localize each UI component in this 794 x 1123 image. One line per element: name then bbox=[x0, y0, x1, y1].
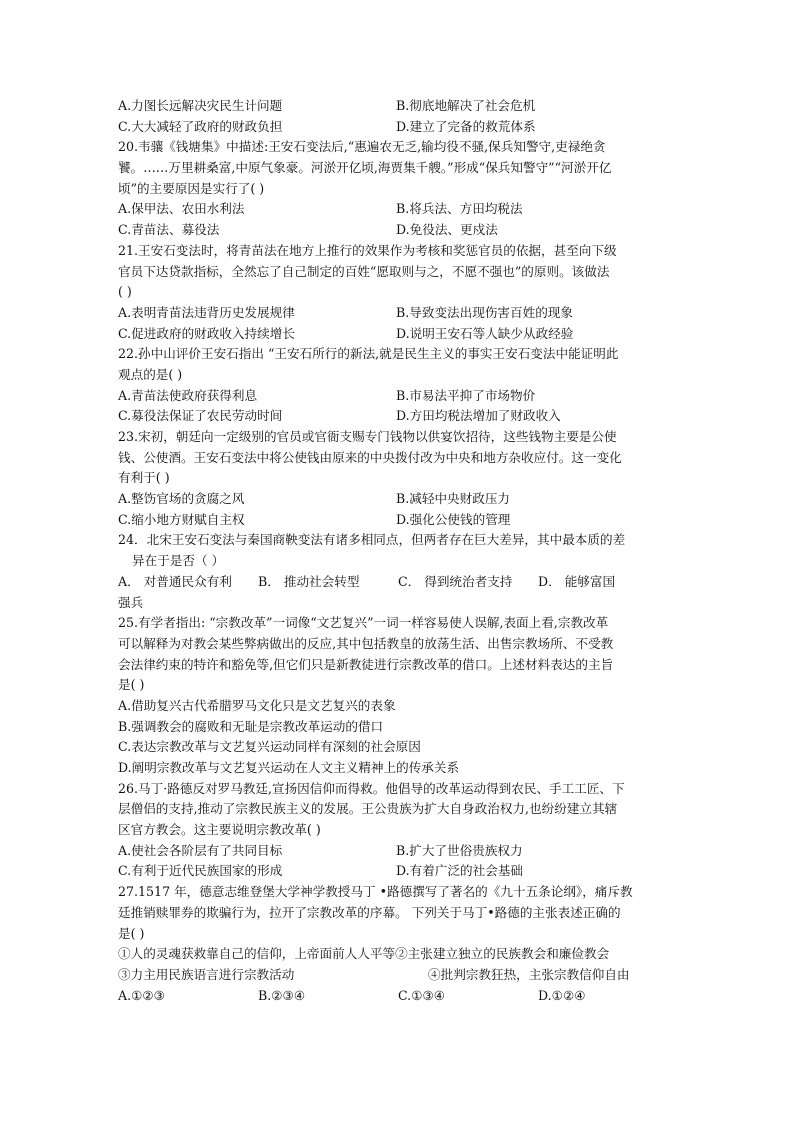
q25-stem-line: 可以解释为对教会某些弊病做出的反应,其中包括教皇的放荡生活、出售宗教场所、不受教 bbox=[118, 635, 614, 651]
q20-stem-line: 顷”的主要原因是实行了( ) bbox=[118, 180, 265, 196]
q21-option-c: C.促进政府的财政收入持续增长 bbox=[118, 325, 295, 341]
q23-stem-line: 钱、公使酒。王安石变法中将公使钱由原来的中央拨付改为中央和地方杂收应付。这一变化 bbox=[118, 449, 622, 465]
question-26-options-row-2 bbox=[118, 861, 678, 882]
q27-statement-4: ④批判宗教狂热，主张宗教信仰自由 bbox=[428, 966, 630, 982]
question-27-options-row bbox=[118, 986, 678, 1007]
q23-stem-line: 23.宋初，朝廷向一定级别的官员或官衙支赐专门钱物以供宴饮招待，这些钱物主要是公使 bbox=[118, 429, 617, 444]
question-20-options-row-2 bbox=[118, 220, 678, 241]
q19-option-c: C.大大减轻了政府的财政负担 bbox=[118, 118, 283, 134]
question-20-options-row-1 bbox=[118, 199, 678, 220]
q27-option-a: A.①②③ bbox=[118, 987, 165, 1003]
q25-stem-line: 25.有学者指出: “宗教改革”一词像“文艺复兴”一词一样容易使人误解,表面上看,宗教改革 bbox=[118, 615, 609, 631]
q27-stem-line: 是( ) bbox=[118, 925, 145, 941]
question-list bbox=[118, 96, 678, 1006]
q20-option-b: B.将兵法、方田均税法 bbox=[396, 201, 523, 217]
q19-option-b: B.彻底地解决了社会危机 bbox=[396, 98, 536, 113]
q22-option-c: C.募役法保证了农民劳动时间 bbox=[118, 408, 283, 424]
q20-stem-line: 20.韦骧《钱塘集》中描述:王安石变法后,“惠遍农无乏,输均役不骚,保兵知警守,吏禄绝贪 bbox=[118, 139, 606, 155]
q23-option-c: C.缩小地方财赋自主权 bbox=[118, 511, 245, 527]
q27-option-b: B.②③④ bbox=[258, 987, 306, 1003]
q19-option-d: D.建立了完备的救荒体系 bbox=[396, 118, 536, 134]
question-23-options-row-1 bbox=[118, 489, 678, 510]
question-21-options-row-1 bbox=[118, 303, 678, 324]
q21-stem-line: ( ) bbox=[118, 284, 132, 300]
q27-statement-line: ①人的灵魂获救靠自己的信仰，上帝面前人人平等②主张建立独立的民族教会和廉俭教会 bbox=[118, 946, 610, 962]
q25-option-c: C.表达宗教改革与文艺复兴运动同样有深刻的社会原因 bbox=[118, 739, 421, 755]
q23-option-a: A.整饬官场的贪腐之风 bbox=[118, 491, 245, 507]
question-19-options-row-1 bbox=[118, 96, 678, 117]
question-26-options-row-1 bbox=[118, 841, 678, 862]
q26-option-b: B.扩大了世俗贵族权力 bbox=[396, 842, 523, 858]
q26-stem-line: 区官方教会。这主要说明宗教改革( ) bbox=[118, 822, 321, 838]
q20-option-d: D.免役法、更戍法 bbox=[396, 222, 498, 238]
q25-stem-line: 是( ) bbox=[118, 677, 145, 693]
q22-stem-line: 22.孙中山评价王安石指出 “王安石所行的新法,就是民生主义的事实王安石变法中能证明此 bbox=[118, 346, 619, 362]
q27-stem-line: 廷推销赎罪券的欺骗行为，拉开了宗教改革的序幕。 下列关于马丁•路德的主张表述正确的 bbox=[118, 904, 621, 920]
q23-option-b: B.减轻中央财政压力 bbox=[396, 491, 511, 507]
q20-option-c: C.青苗法、募役法 bbox=[118, 222, 220, 238]
q26-option-c: C.有利于近代民族国家的形成 bbox=[118, 863, 283, 879]
q21-option-a: A.表明青苗法违背历史发展规律 bbox=[118, 304, 295, 320]
question-21-options-row-2 bbox=[118, 324, 678, 345]
q20-stem-line: 饕。……万里耕桑富,中原气象豪。河淤开亿顷,海贾集千艘。”形成“保兵知警守”“河淤开亿 bbox=[118, 160, 612, 176]
q24-stem-line: 24．北宋王安石变法与秦国商鞅变法有诸多相同点，但两者存在巨大差异，其中最本质的差 bbox=[118, 532, 626, 548]
q25-stem-line: 会法律约束的特许和豁免等,但它们只是新教徒进行宗教改革的借口。上述材料表达的主旨 bbox=[118, 656, 614, 672]
q23-option-d: D.强化公使钱的管理 bbox=[396, 511, 511, 527]
q25-option-d: D.阐明宗教改革与文艺复兴运动在人文主义精神上的传承关系 bbox=[118, 760, 460, 775]
q22-stem-line: 观点的是( ) bbox=[118, 366, 183, 382]
q24-option-b: B． 推动社会转型 bbox=[258, 573, 360, 589]
q25-option-b: B.强调教会的腐败和无耻是宗教改革运动的借口 bbox=[118, 718, 384, 734]
q24-option-a: A． 对普通民众有利 bbox=[118, 573, 232, 589]
q26-stem-line: 26.马丁·路德反对罗马教廷,宣扬因信仰而得救。他倡导的改革运动得到农民、手工工匠、下 bbox=[118, 780, 625, 796]
q23-stem-line: 有利于( ) bbox=[118, 470, 170, 486]
q24-stem-line: 异在于是否（ ） bbox=[132, 553, 225, 569]
q27-option-c: C.①③④ bbox=[398, 987, 446, 1003]
q24-option-d-continued: 强兵 bbox=[118, 594, 144, 610]
q26-stem-line: 层僧侣的支持,推动了宗教民族主义的发展。王公贵族为扩大自身政治权力,也纷纷建立其辖 bbox=[118, 801, 618, 817]
q21-option-b: B.导致变法出现伤害百姓的现象 bbox=[396, 304, 573, 320]
q22-option-a: A.青苗法使政府获得利息 bbox=[118, 387, 258, 403]
q27-option-d: D.①②④ bbox=[538, 987, 586, 1003]
q25-option-a: A.借助复兴古代希腊罗马文化只是文艺复兴的表象 bbox=[118, 697, 396, 713]
q22-option-d: D.方田均税法增加了财政收入 bbox=[396, 408, 561, 424]
q24-option-c: C． 得到统治者支持 bbox=[398, 573, 513, 589]
q27-statement-3: ③力主用民族语言进行宗教活动 bbox=[118, 966, 295, 982]
question-19-options-row-2 bbox=[118, 117, 678, 138]
question-22-options-row-1 bbox=[118, 386, 678, 407]
question-24-options-row bbox=[118, 572, 678, 593]
q26-option-d: D.有着广泛的社会基础 bbox=[396, 863, 523, 879]
question-23-options-row-2 bbox=[118, 510, 678, 531]
question-22-options-row-2 bbox=[118, 406, 678, 427]
q21-option-d: D.说明王安石等人缺少从政经验 bbox=[396, 325, 574, 341]
q19-option-a: A.力图长远解决灾民生计问题 bbox=[118, 98, 283, 113]
q27-statement-row bbox=[118, 965, 678, 986]
q20-option-a: A.保甲法、农田水利法 bbox=[118, 201, 245, 217]
q24-option-d: D． 能够富国 bbox=[538, 573, 616, 589]
q22-option-b: B.市易法平抑了市场物价 bbox=[396, 387, 536, 403]
q21-stem-line: 21.王安石变法时，将青苗法在地方上推行的效果作为考核和奖惩官员的依据，甚至向下级 bbox=[118, 242, 617, 258]
q21-stem-line: 官员下达贷款指标，全然忘了自己制定的百姓“愿取则与之，不愿不强也”的原则。该做法 bbox=[118, 263, 610, 279]
q26-option-a: A.使社会各阶层有了共同目标 bbox=[118, 842, 283, 858]
q27-stem-line: 27.1517 年，德意志维登堡大学神学教授马丁 •路德撰写了著名的《九十五条论纲》，痛斥教 bbox=[118, 884, 633, 900]
